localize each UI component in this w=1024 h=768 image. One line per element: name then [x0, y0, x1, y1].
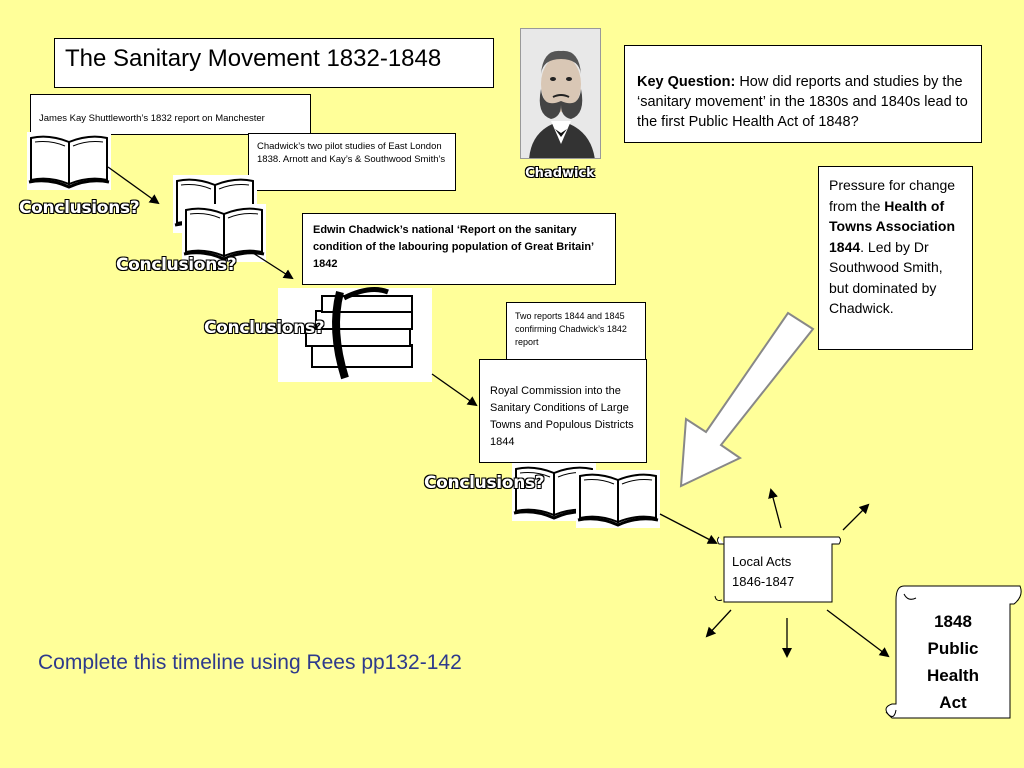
open-book-icon-5: [576, 470, 660, 528]
pressure-text-pre: Pressure for change from the: [829, 177, 956, 214]
chadwick-label: Chadwick: [525, 166, 595, 181]
conclusions-label-2: Conclusions?: [116, 255, 237, 275]
royal-commission-text: Royal Commission into the Sanitary Conditions of Large Towns and Populous Districts 1844: [490, 385, 634, 448]
pha-line-4: Act: [939, 693, 967, 712]
local-acts-line-1: Local Acts: [732, 554, 792, 569]
arrow-out-up: [771, 490, 781, 528]
arrow-out-downleft: [707, 610, 731, 636]
arrow-2: [253, 253, 292, 278]
pressure-text-bold: Health of Towns Association 1844: [829, 197, 956, 255]
arrow-3: [432, 374, 476, 405]
arrow-out-upright: [843, 505, 868, 530]
conclusions-label-1: Conclusions?: [19, 198, 140, 218]
conclusions-label-3: Conclusions?: [204, 318, 325, 338]
open-book-icon-1: [27, 132, 111, 190]
national-report-text: Edwin Chadwick’s national ‘Report on the sanitary condition of the labouring population of Great Britain’ 1842: [313, 224, 594, 270]
arrow-to-act: [827, 610, 888, 656]
instruction-text: Complete this timeline using Rees pp132-142: [38, 651, 462, 674]
arrow-4: [660, 514, 716, 543]
key-question-label: Key Question:: [637, 74, 736, 90]
pha-line-3: Health: [927, 666, 979, 685]
page-title-text: The Sanitary Movement 1832-1848: [65, 45, 442, 72]
pressure-arrow: [681, 313, 813, 486]
public-health-act-text: [904, 608, 1002, 716]
key-question-text: How did reports and studies by the ‘sanitary movement’ in the 1830s and 1840s lead to the first Public Health Act of 1848?: [637, 74, 968, 130]
shuttleworth-text: James Kay Shuttleworth’s 1832 report on Manchester: [39, 113, 265, 124]
pha-line-2: Public: [927, 639, 979, 658]
pilot-studies-text: Chadwick’s two pilot studies of East London 1838. Arnott and Kay’s & Southwood Smith’s: [257, 141, 446, 165]
local-acts-text: [732, 552, 794, 592]
two-reports-text: Two reports 1844 and 1845 confirming Chadwick’s 1842 report: [515, 311, 627, 347]
pressure-text-post: . Led by Dr Southwood Smith, but dominated by Chadwick.: [829, 238, 943, 316]
conclusions-label-4: Conclusions?: [424, 473, 545, 493]
local-acts-line-2: 1846-1847: [732, 574, 795, 589]
pha-line-1: 1848: [934, 612, 972, 631]
